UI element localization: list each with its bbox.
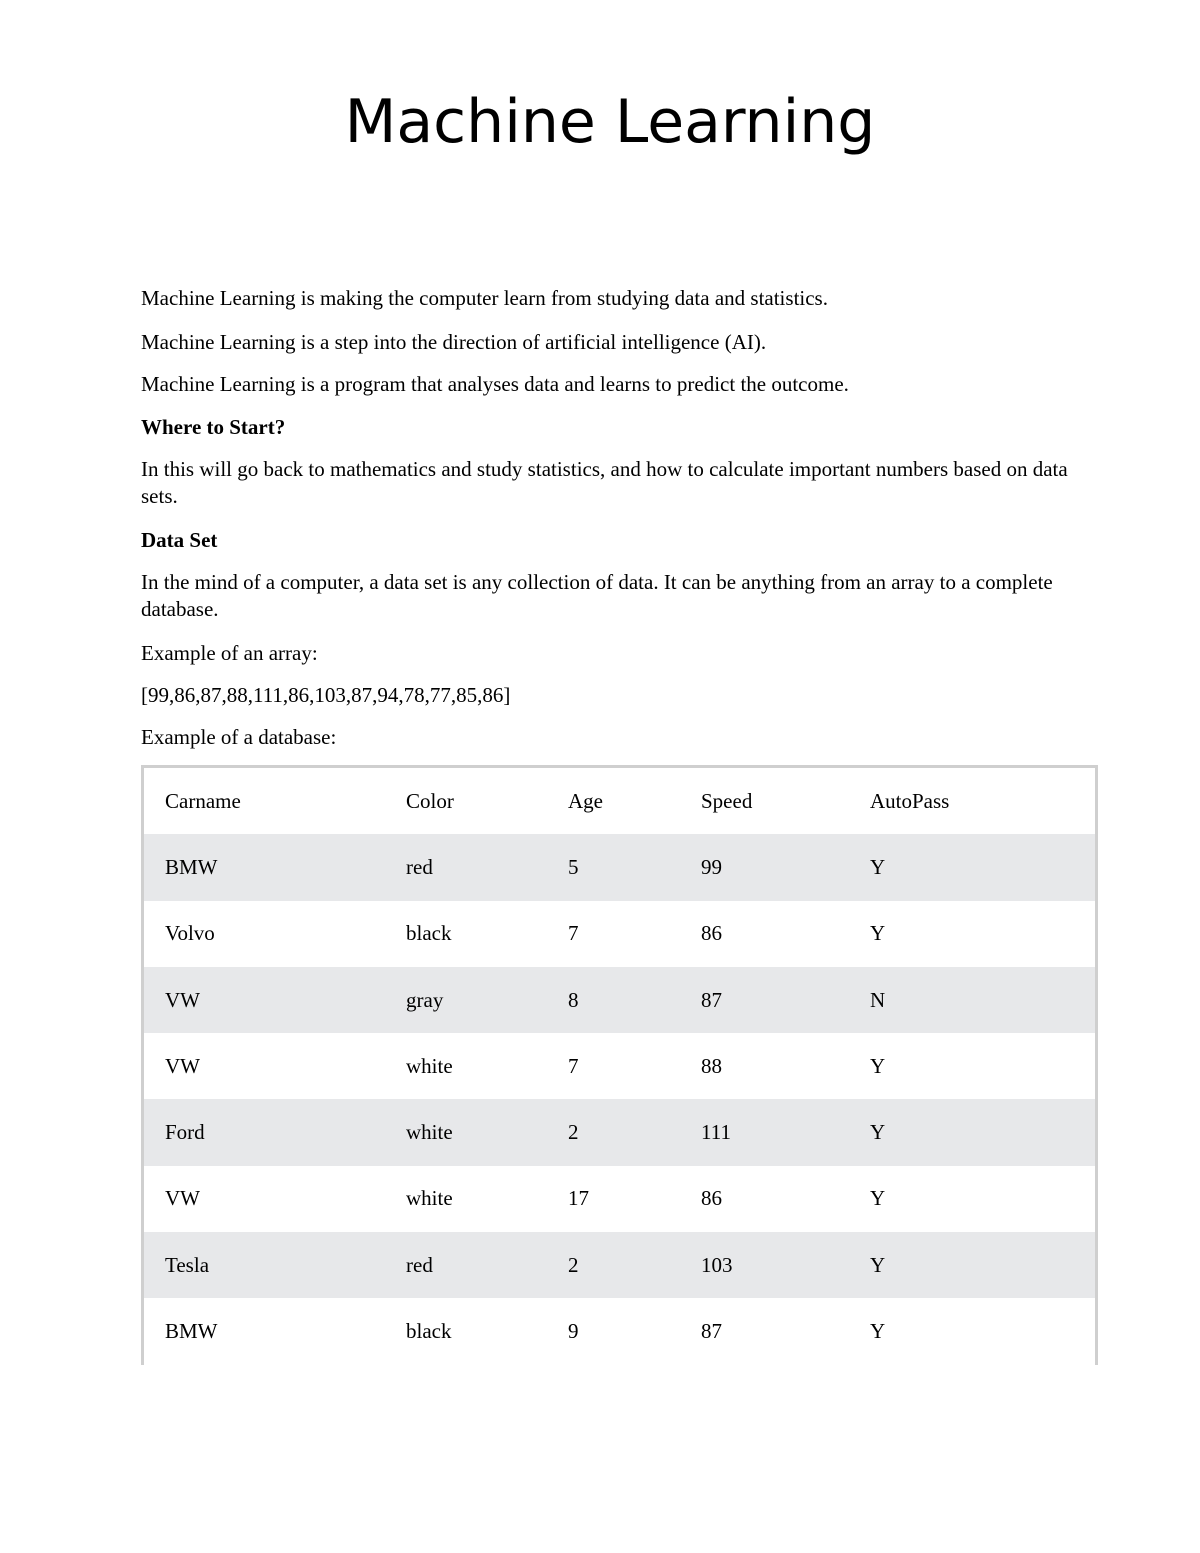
cell-carname: Ford xyxy=(165,1120,205,1145)
cell-age: 5 xyxy=(568,854,579,879)
cell-speed: 86 xyxy=(701,921,722,946)
cell-age: 7 xyxy=(568,921,579,946)
cell-carname: Tesla xyxy=(165,1252,210,1277)
header-autopass: AutoPass xyxy=(870,788,950,813)
table-header-row xyxy=(144,768,1095,834)
heading-where-to-start: Where to Start? xyxy=(141,415,286,439)
cell-carname: Volvo xyxy=(165,921,215,946)
table-row xyxy=(144,834,1095,900)
cell-autopass: Y xyxy=(870,854,886,879)
cell-speed: 99 xyxy=(701,854,722,879)
table-row xyxy=(144,1033,1095,1099)
cell-speed: 88 xyxy=(701,1053,722,1078)
cell-speed: 111 xyxy=(701,1120,731,1145)
table-row xyxy=(144,1232,1095,1298)
cell-autopass: Y xyxy=(870,921,886,946)
header-age: Age xyxy=(568,788,603,813)
cell-age: 17 xyxy=(568,1186,589,1211)
database-table xyxy=(141,765,1098,1365)
cell-color: red xyxy=(406,854,433,879)
cell-age: 9 xyxy=(568,1319,579,1344)
page-title: Machine Learning xyxy=(344,87,876,157)
header-color: Color xyxy=(406,788,454,813)
cell-age: 2 xyxy=(568,1252,579,1277)
cell-carname: VW xyxy=(165,987,200,1012)
cell-carname: VW xyxy=(165,1053,200,1078)
cell-color: white xyxy=(406,1120,453,1145)
cell-color: gray xyxy=(406,987,444,1012)
cell-color: white xyxy=(406,1053,453,1078)
table-row xyxy=(144,1166,1095,1232)
intro-paragraph-3: Machine Learning is a program that analyses data and learns to predict the outcome. xyxy=(141,372,849,396)
cell-carname: BMW xyxy=(165,854,218,879)
table-row xyxy=(144,967,1095,1033)
table-row xyxy=(144,1099,1095,1165)
header-speed: Speed xyxy=(701,788,753,813)
cell-speed: 87 xyxy=(701,1319,722,1344)
cell-carname: VW xyxy=(165,1186,200,1211)
cell-color: white xyxy=(406,1186,453,1211)
cell-autopass: Y xyxy=(870,1186,886,1211)
heading-data-set: Data Set xyxy=(141,528,218,552)
cell-color: black xyxy=(406,1319,452,1344)
table-row xyxy=(144,901,1095,967)
start-paragraph: In this will go back to mathematics and study statistics, and how to calculate important numbers based on data sets. xyxy=(141,457,1068,508)
cell-speed: 87 xyxy=(701,987,722,1012)
database-label: Example of a database: xyxy=(141,725,337,749)
array-label: Example of an array: xyxy=(141,641,318,665)
cell-color: black xyxy=(406,921,452,946)
intro-paragraph-2: Machine Learning is a step into the direction of artificial intelligence (AI). xyxy=(141,330,767,354)
cell-carname: BMW xyxy=(165,1319,218,1344)
array-value: [99,86,87,88,111,86,103,87,94,78,77,85,86] xyxy=(141,683,511,707)
cell-age: 7 xyxy=(568,1053,579,1078)
cell-color: red xyxy=(406,1252,433,1277)
cell-autopass: Y xyxy=(870,1252,886,1277)
cell-autopass: Y xyxy=(870,1319,886,1344)
cell-autopass: Y xyxy=(870,1120,886,1145)
dataset-paragraph: In the mind of a computer, a data set is any collection of data. It can be anything from an array to a complete database. xyxy=(141,570,1053,621)
header-carname: Carname xyxy=(165,788,241,813)
cell-autopass: N xyxy=(870,987,886,1012)
cell-age: 2 xyxy=(568,1120,579,1145)
intro-paragraph-1: Machine Learning is making the computer learn from studying data and statistics. xyxy=(141,286,828,310)
cell-age: 8 xyxy=(568,987,579,1012)
cell-autopass: Y xyxy=(870,1053,886,1078)
cell-speed: 103 xyxy=(701,1252,733,1277)
table-row xyxy=(144,1298,1095,1364)
cell-speed: 86 xyxy=(701,1186,722,1211)
